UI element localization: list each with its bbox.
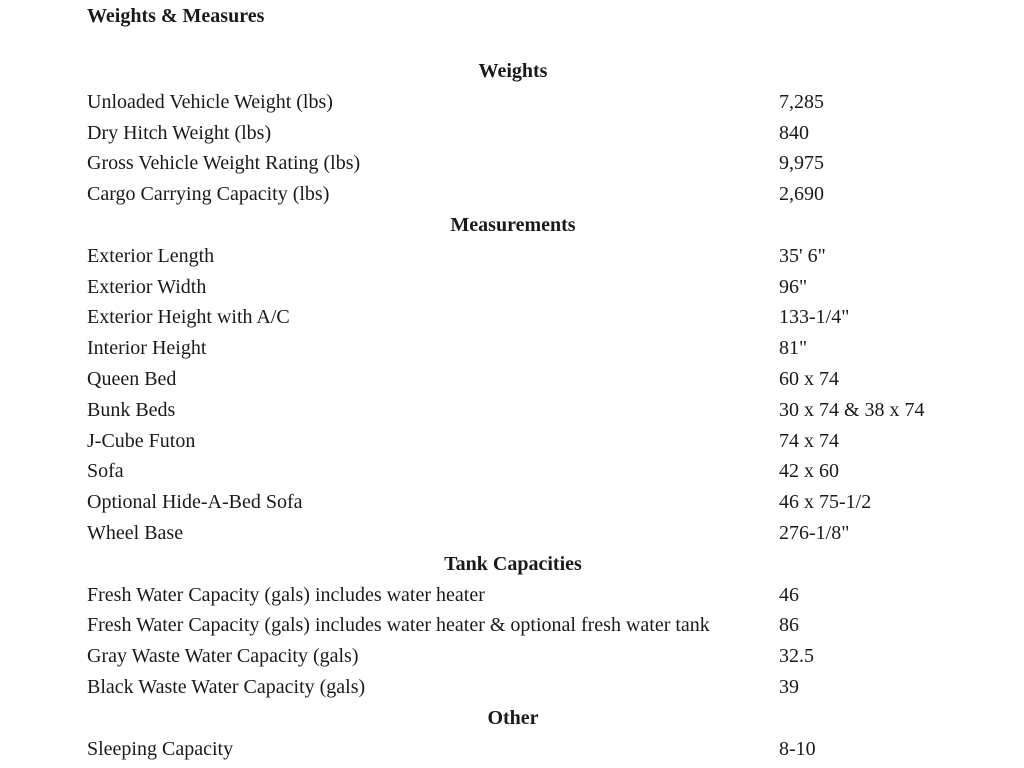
spec-value: 32.5 [779,645,814,668]
spec-row [87,487,939,518]
spec-row [87,118,939,149]
spec-row [87,395,939,426]
spec-value: 7,285 [779,90,824,113]
spec-row [87,302,939,333]
spec-value: 42 x 60 [779,460,839,483]
spec-value: 74 x 74 [779,429,839,452]
spec-label: Unloaded Vehicle Weight (lbs) [87,90,333,113]
spec-value: 86 [779,614,799,637]
spec-value: 9,975 [779,152,824,175]
spec-label: Black Waste Water Capacity (gals) [87,675,366,698]
spec-label: Exterior Height with A/C [87,306,290,329]
spec-value: 39 [779,675,799,698]
spec-row [87,580,939,611]
spec-label: Sofa [87,460,124,483]
spec-value: 133-1/4" [779,306,850,329]
spec-row [87,364,939,395]
spec-table [87,56,939,764]
spec-label: Wheel Base [87,521,184,544]
spec-value: 2,690 [779,183,824,206]
spec-row [87,333,939,364]
spec-row [87,518,939,549]
spec-value: 46 [779,583,799,606]
spec-value: 46 x 75-1/2 [779,491,872,514]
spec-label: Interior Height [87,337,207,360]
spec-value: 81" [779,337,808,360]
spec-value: 60 x 74 [779,367,839,390]
spec-label: Dry Hitch Weight (lbs) [87,121,272,144]
spec-value: 96" [779,275,808,298]
spec-row [87,610,939,641]
spec-row [87,179,939,210]
spec-label: Exterior Width [87,275,207,298]
section-heading-other: Other [487,706,539,729]
spec-row [87,272,939,303]
page-title: Weights & Measures [87,5,265,27]
spec-label: Gross Vehicle Weight Rating (lbs) [87,152,361,175]
spec-row [87,734,939,765]
spec-row [87,641,939,672]
spec-label: Optional Hide-A-Bed Sofa [87,491,303,514]
spec-value: 840 [779,121,809,144]
section-heading-tank-capacities: Tank Capacities [444,552,582,575]
section-heading-measurements: Measurements [450,213,576,236]
spec-value: 30 x 74 & 38 x 74 [779,398,925,421]
spec-label: Exterior Length [87,244,215,267]
spec-label: Sleeping Capacity [87,737,234,760]
spec-value: 8-10 [779,737,816,760]
spec-value: 276-1/8" [779,521,850,544]
spec-row [87,241,939,272]
spec-row [87,672,939,703]
spec-label: Cargo Carrying Capacity (lbs) [87,183,330,206]
spec-row [87,426,939,457]
spec-row [87,456,939,487]
section-heading-weights: Weights [478,60,548,82]
spec-label: Gray Waste Water Capacity (gals) [87,645,359,668]
spec-label: Fresh Water Capacity (gals) includes water heater & optional fresh water tank [87,614,710,637]
spec-label: J-Cube Futon [87,429,196,452]
spec-value: 35' 6" [779,244,826,267]
spec-row [87,148,939,179]
spec-label: Bunk Beds [87,398,176,421]
spec-label: Queen Bed [87,367,177,390]
spec-row [87,87,939,118]
spec-label: Fresh Water Capacity (gals) includes water heater [87,583,485,606]
